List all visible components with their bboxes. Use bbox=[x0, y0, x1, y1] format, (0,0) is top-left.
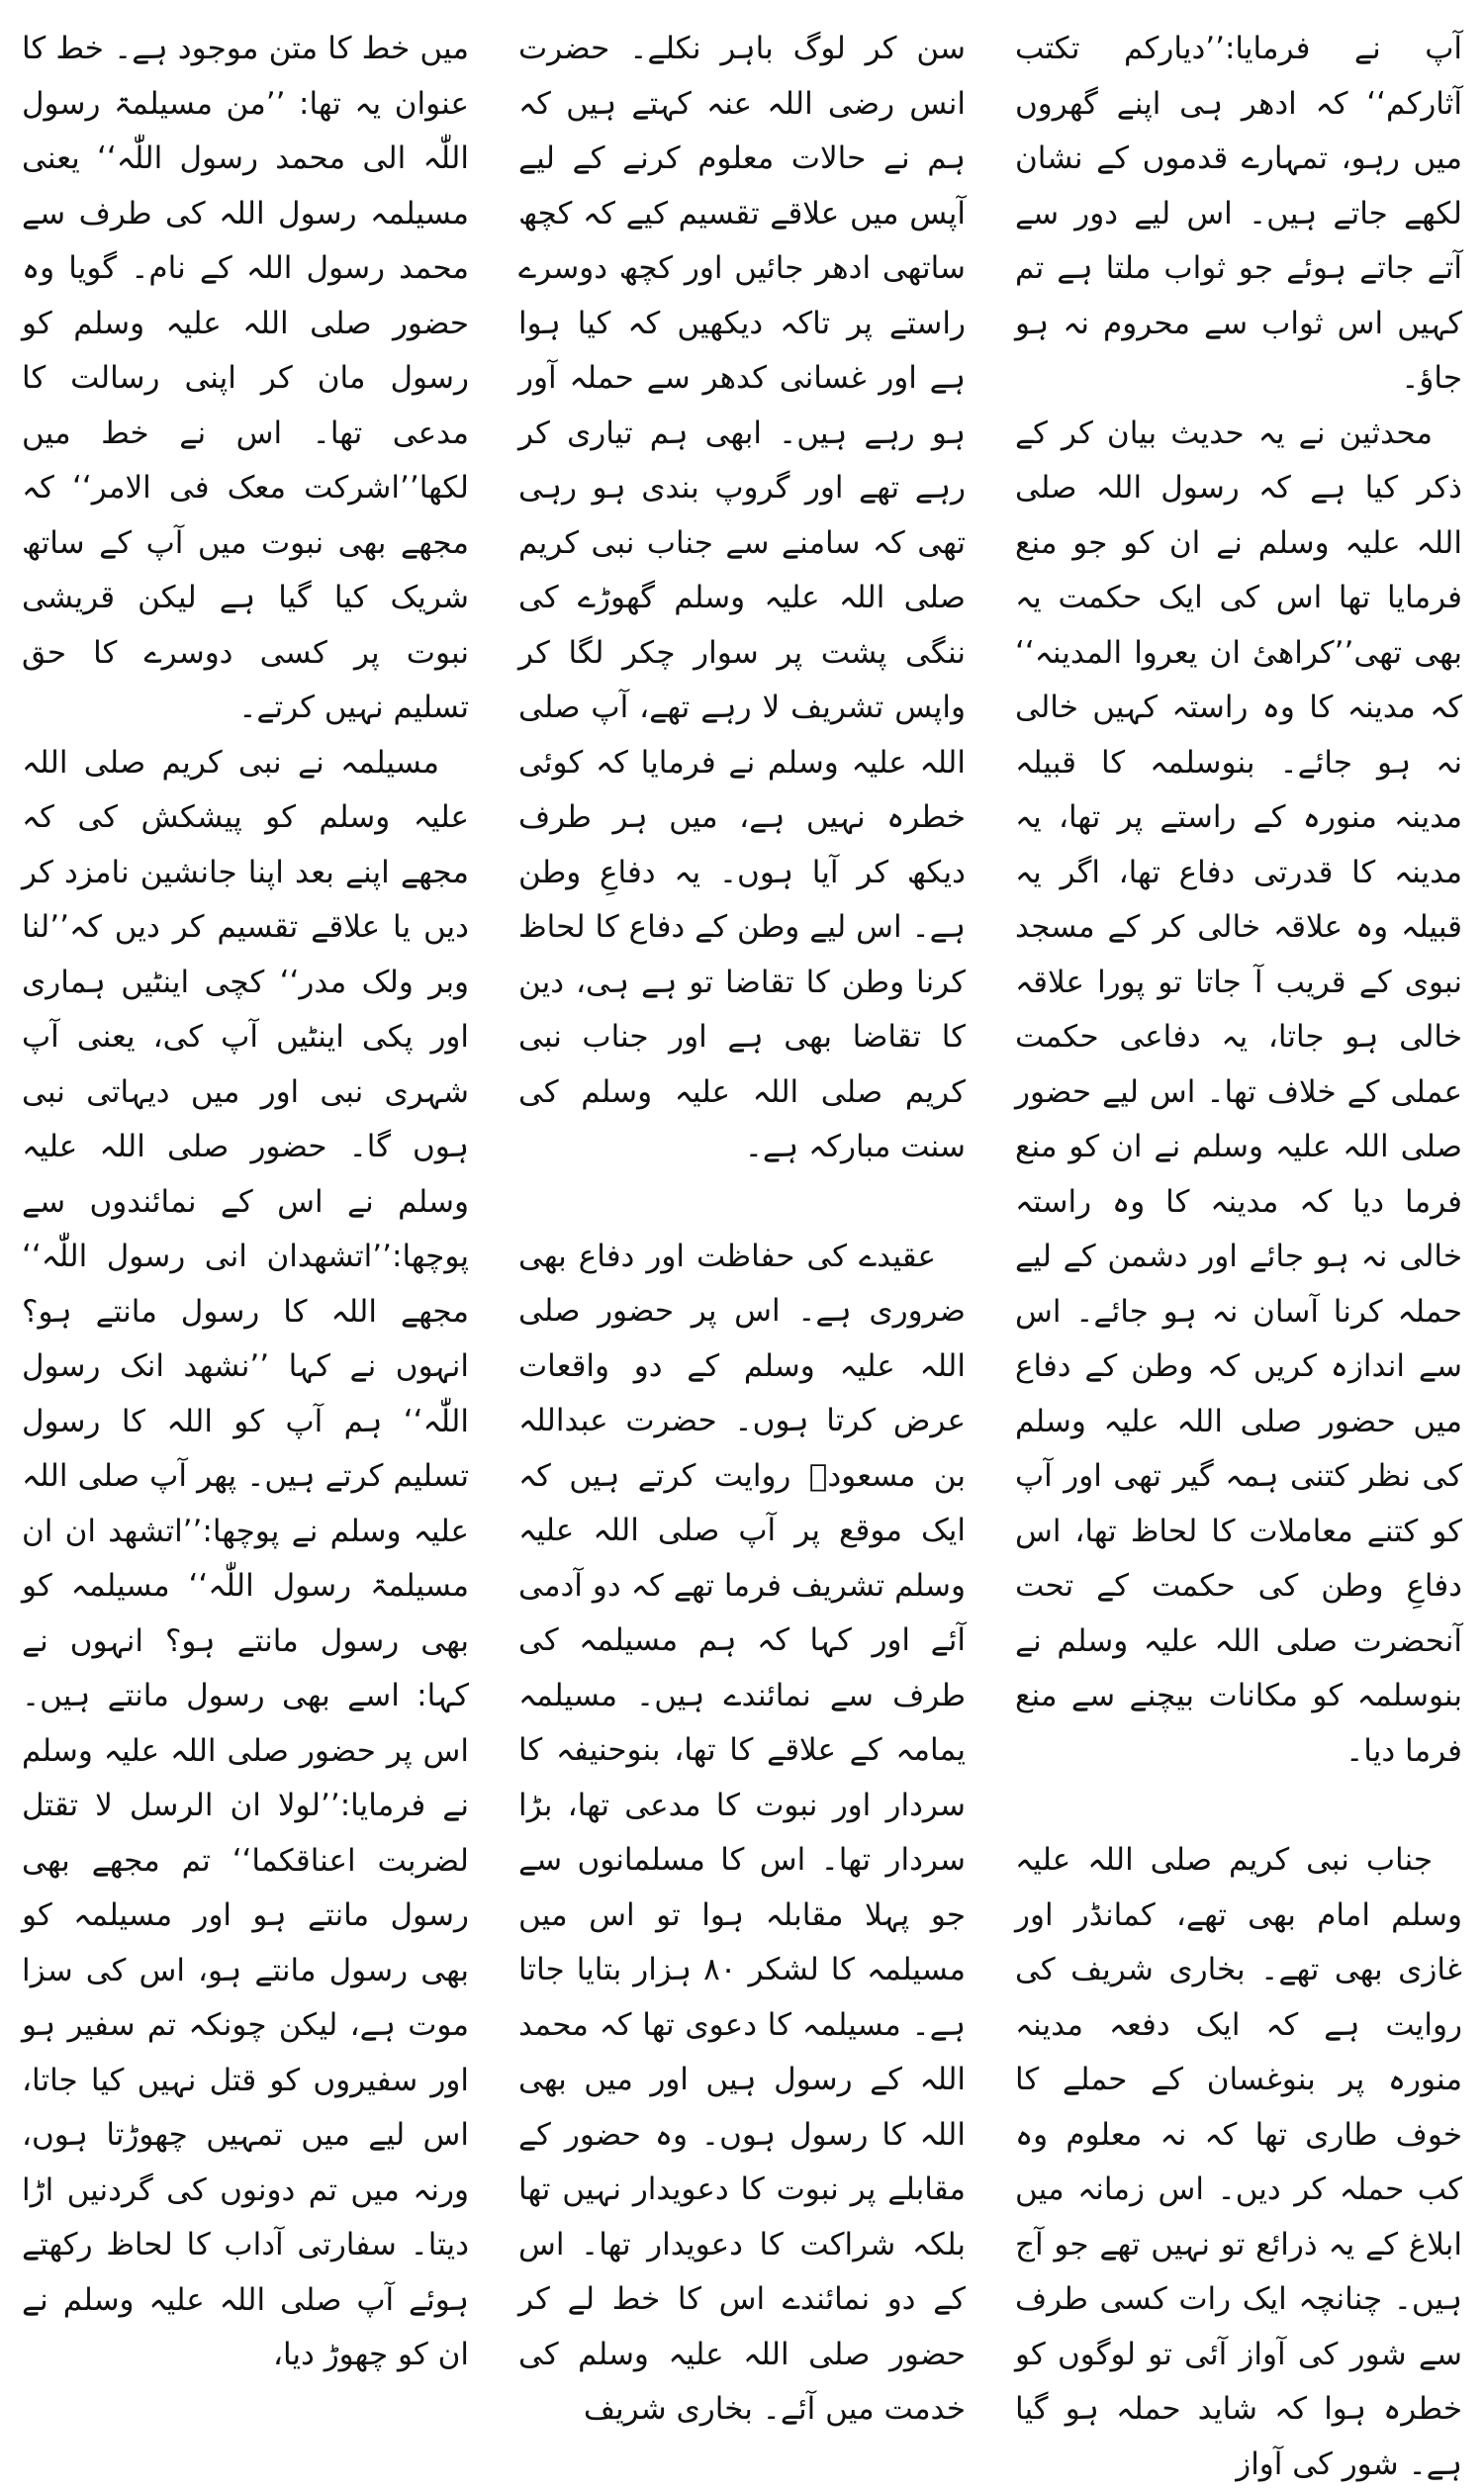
column-middle bbox=[518, 22, 966, 2427]
paragraph: عقیدے کی حفاظت اور دفاع بھی ضروری ہے۔ اس پر حضور صلی اللہ علیہ وسلم کے دو واقعات عرض کرتا ہوں۔ حضرت عبداللہ بن مسعودؓ روایت کرتے ہیں کہ ایک موقع پر آپ صلی اللہ علیہ وسلم تشریف فرما تھے کہ دو آدمی آئے اور کہا کہ ہم مسیلمہ کی طرف سے نمائندے ہیں۔ مسیلمہ یمامہ کے علاقے کا تھا، بنوحنیفہ کا سردار اور نبوت کا مدعی تھا، بڑا سردار تھا۔ اس کا مسلمانوں سے جو پہلا مقابلہ ہوا تو اس میں مسیلمہ کا لشکر ۸۰ ہزار بتایا جاتا ہے۔ مسیلمہ کا دعوی تھا کہ محمد اللہ کے رسول ہیں اور میں بھی اللہ کا رسول ہوں۔ وہ حضور کے مقابلے پر نبوت کا دعویدار نہیں تھا بلکہ شراکت کا دعویدار تھا۔ اس کے دو نمائندے اس کا خط لے کر حضور صلی اللہ علیہ وسلم کی خدمت میں آئے۔ بخاری شریف bbox=[518, 1238, 966, 2427]
paragraph: محدثین نے یہ حدیث بیان کر کے ذکر کیا ہے کہ رسول اللہ صلی اللہ علیہ وسلم نے ان کو جو منع فرمایا تھا اس کی ایک حکمت یہ بھی تھی’’کراھیٔ ان یعروا المدینہ‘‘ کہ مدینہ کا وہ راستہ کہیں خالی نہ ہو جائے۔ بنوسلمہ کا قبیلہ مدینہ منورہ کے راستے پر تھا، یہ مدینہ کا قدرتی دفاع تھا، اگر یہ قبیلہ وہ علاقہ خالی کر کے مسجد نبوی کے قریب آ جاتا تو پورا علاقہ خالی ہو جاتا، یہ دفاعی حکمت عملی کے خلاف تھا۔ اس لیے حضور صلی اللہ علیہ وسلم نے ان کو منع فرما دیا کہ مدینہ کا وہ راستہ خالی نہ ہو جائے اور دشمن کے لیے حملہ کرنا آسان نہ ہو جائے۔ اس سے اندازہ کریں کہ وطن کے دفاع میں حضور صلی اللہ علیہ وسلم کی نظر کتنی ہمہ گیر تھی اور آپ کو کتنے معاملات کا لحاظ تھا، اس دفاعِ وطن کی حکمت کے تحت آنحضرت صلی اللہ علیہ وسلم نے بنوسلمہ کو مکانات بیچنے سے منع فرما دیا۔ bbox=[1015, 415, 1462, 1769]
paragraph: میں خط کا متن موجود ہے۔ خط کا عنوان یہ تھا: ’’من مسیلمۃ رسول اللّٰہ الی محمد رسول اللّٰہ‘‘ یعنی مسیلمہ رسول اللہ کی طرف سے محمد رسول اللہ کے نام۔ گویا وہ حضور صلی اللہ علیہ وسلم کو رسول مان کر اپنی رسالت کا مدعی تھا۔ اس نے خط میں لکھا’’اشرکت معک فی الامر‘‘ کہ مجھے بھی نبوت میں آپ کے ساتھ شریک کیا گیا ہے لیکن قریشی نبوت پر کسی دوسرے کا حق تسلیم نہیں کرتے۔ bbox=[22, 31, 469, 725]
paragraph: آپ نے فرمایا:’’دیارکم تکتب آثارکم‘‘ کہ ادھر ہی اپنے گھروں میں رہو، تمہارے قدموں کے نشان لکھے جاتے ہیں۔ اس لیے دور سے آتے جاتے ہوئے جو ثواب ملتا ہے تم کہیں اس ثواب سے محروم نہ ہو جاؤ۔ bbox=[1015, 31, 1462, 396]
paragraph: سن کر لوگ باہر نکلے۔ حضرت انس رضی اللہ عنہ کہتے ہیں کہ ہم نے حالات معلوم کرنے کے لیے آپس میں علاقے تقسیم کیے کہ کچھ ساتھی ادھر جائیں اور کچھ دوسرے راستے پر تاکہ دیکھیں کہ کیا ہوا ہے اور غسانی کدھر سے حملہ آور ہو رہے ہیں۔ ابھی ہم تیاری کر رہے تھے اور گروپ بندی ہو رہی تھی کہ سامنے سے جناب نبی کریم صلی اللہ علیہ وسلم گھوڑے کی ننگی پشت پر سوار چکر لگا کر واپس تشریف لا رہے تھے، آپ صلی اللہ علیہ وسلم نے فرمایا کہ کوئی خطرہ نہیں ہے، میں ہر طرف دیکھ کر آیا ہوں۔ یہ دفاعِ وطن ہے۔ اس لیے وطن کے دفاع کا لحاظ کرنا وطن کا تقاضا تو ہے ہی، دین کا تقاضا بھی ہے اور جناب نبی کریم صلی اللہ علیہ وسلم کی سنت مبارکہ ہے۔ bbox=[518, 31, 966, 1164]
article-columns bbox=[22, 22, 1462, 2482]
paragraph: جناب نبی کریم صلی اللہ علیہ وسلم امام بھی تھے، کمانڈر اور غازی بھی تھے۔ بخاری شریف کی روایت ہے کہ ایک دفعہ مدینہ منورہ پر بنوغسان کے حملے کا خوف طاری تھا کہ نہ معلوم وہ کب حملہ کر دیں۔ اس زمانہ میں ابلاغ کے یہ ذرائع تو نہیں تھے جو آج ہیں۔ چنانچہ ایک رات کسی طرف سے شور کی آواز آئی تو لوگوں کو خطرہ ہوا کہ شاید حملہ ہو گیا ہے۔ شور کی آواز bbox=[1015, 1842, 1462, 2482]
paragraph-gap bbox=[518, 1175, 966, 1230]
column-right bbox=[1015, 22, 1462, 2482]
paragraph-gap bbox=[1015, 1779, 1462, 1833]
paragraph: مسیلمہ نے نبی کریم صلی اللہ علیہ وسلم کو پیشکش کی کہ مجھے اپنے بعد اپنا جانشین نامزد کر دیں یا علاقے تقسیم کر دیں کہ’’لنا وبر ولک مدر‘‘ کچی اینٹیں ہماری اور پکی اینٹیں آپ کی، یعنی آپ شہری نبی اور میں دیہاتی نبی ہوں گا۔ حضور صلی اللہ علیہ وسلم نے اس کے نمائندوں سے پوچھا:’’اتشھدان انی رسول اللّٰہ‘‘ مجھے اللہ کا رسول مانتے ہو؟ انہوں نے کہا ’’نشھد انک رسول اللّٰہ‘‘ ہم آپ کو اللہ کا رسول تسلیم کرتے ہیں۔ پھر آپ صلی اللہ علیہ وسلم نے پوچھا:’’اتشھد ان ان مسیلمۃ رسول اللّٰہ‘‘ مسیلمہ کو بھی رسول مانتے ہو؟ انہوں نے کہا: اسے بھی رسول مانتے ہیں۔ اس پر حضور صلی اللہ علیہ وسلم نے فرمایا:’’لولا ان الرسل لا تقتل لضربت اعناقکما‘‘ تم مجھے بھی رسول مانتے ہو اور مسیلمہ کو بھی رسول مانتے ہو، اس کی سزا موت ہے، لیکن چونکہ تم سفیر ہو اور سفیروں کو قتل نہیں کیا جاتا، اس لیے میں تمہیں چھوڑتا ہوں، ورنہ میں تم دونوں کی گردنیں اڑا دیتا۔ سفارتی آداب کا لحاظ رکھتے ہوئے آپ صلی اللہ علیہ وسلم نے ان کو چھوڑ دیا، bbox=[22, 744, 469, 2372]
column-left bbox=[22, 22, 469, 2372]
